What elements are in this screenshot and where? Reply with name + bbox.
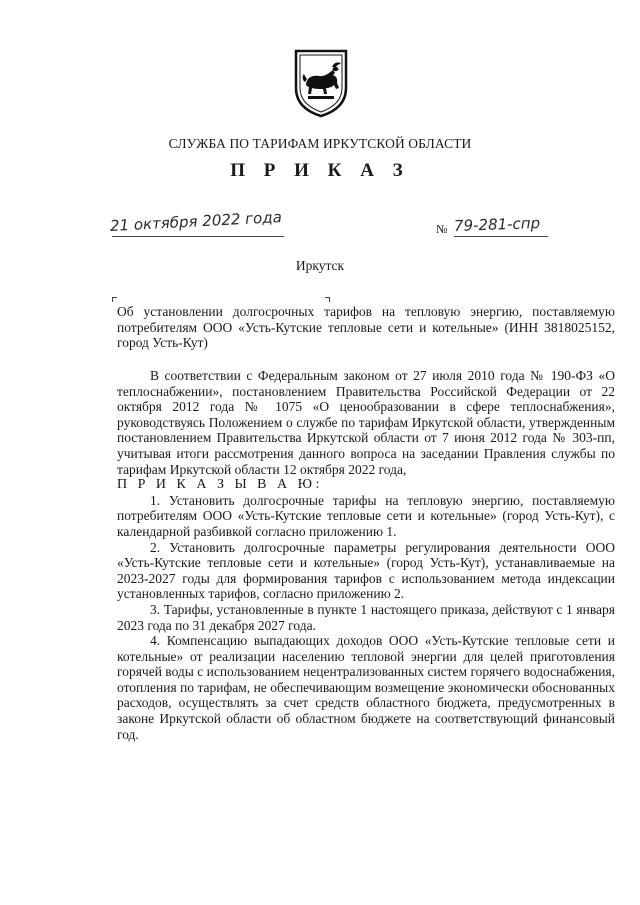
order-item-1: 1. Установить долгосрочные тарифы на тепловую энергию, поставляемую потребителям ООО «Усть-Кутские тепловые сети и котельные» (город Усть-Кут), с календарной разбивкой согласно приложению 1. — [117, 492, 615, 539]
document-type-title: П Р И К А З — [230, 160, 410, 181]
order-body — [117, 368, 615, 742]
order-item-2: 2. Установить долгосрочные параметры регулирования деятельности ООО «Усть-Кутские тепловые сети и котельные» (город Усть-Кут), устанавливаемые на 2023-2027 годы для формирования тарифов с использованием метода индексации установленных тарифов, согласно приложению 2. — [117, 539, 615, 602]
order-number: 79-281-спр — [453, 213, 541, 235]
order-subject: Об установлении долгосрочных тарифов на тепловую энергию, поставляемую потребителям ООО «Усть-Кутские тепловые сети и котельные» (ИНН 3818025152, город Усть-Кут) — [117, 304, 615, 350]
subject-corner-mark-right — [325, 297, 330, 302]
subject-corner-mark-left — [112, 297, 117, 302]
order-word: П Р И К А З Ы В А Ю: — [117, 477, 323, 493]
number-sign: № — [436, 222, 448, 236]
order-item-4: 4. Компенсацию выпадающих доходов ООО «Усть-Кутские тепловые сети и котельные» от реализации населению тепловой энергии для целей приготовления горячей воды с использованием нецентрализованных систем горячего водоснабжения, отопления по тарифам, не обеспечивающим возмещение экономически обоснованных расходов, осуществлять за счет средств областного бюджета, предусмотренных в законе Иркутской области об областном бюджете на соответствующий финансовый год. — [117, 633, 616, 742]
date-underline — [112, 236, 284, 237]
order-date: 21 октября 2022 года — [109, 208, 283, 235]
preamble-paragraph: В соответствии с Федеральным законом от 27 июля 2010 года № 190-ФЗ «О теплоснабжении», постановлением Правительства Российской Федерации от 22 октября 2012 года № 1075 «О ценообразовании в сфере теплоснабжения», руководствуясь Положением о службе по тарифам Иркутской области, утвержденным постановлением Правительства Иркутской области от 7 июня 2012 года № 303-пп, учитывая итоги рассмотрения данного вопроса на заседании Правления службы по тарифам Иркутской области 12 октября 2022 года, — [117, 368, 615, 477]
city-name: Иркутск — [295, 258, 345, 273]
agency-name: СЛУЖБА ПО ТАРИФАМ ИРКУТСКОЙ ОБЛАСТИ — [168, 136, 472, 151]
order-item-3: 3. Тарифы, установленные в пункте 1 настоящего приказа, действуют с 1 января 2023 года по 31 декабря 2027 года. — [117, 601, 615, 633]
irkutsk-coat-of-arms-icon — [292, 48, 350, 118]
number-underline — [454, 236, 548, 237]
